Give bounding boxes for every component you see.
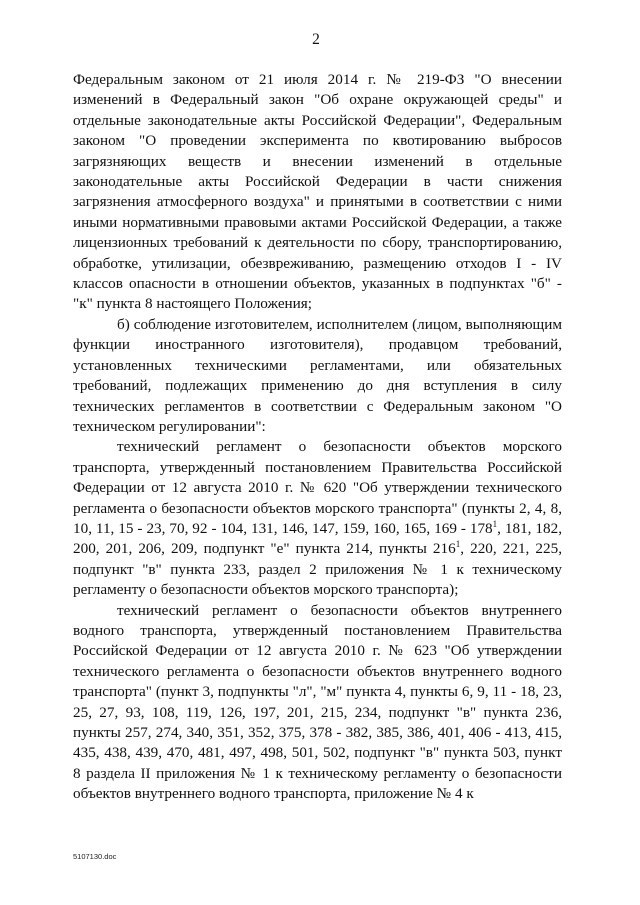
paragraph-item-b: б) соблюдение изготовителем, исполнителем (лицом, выполняющим функции иностранного изготовителя), продавцом требований, установленных техническими регламентами, или обязательных требований, подлежащих применению до дня вступления в силу технических регламентов в соответствии с Федеральным законом "О техническом регулировании":: [73, 315, 562, 435]
page-number: 2: [312, 31, 320, 48]
superscript-mark: 1: [455, 539, 461, 550]
paragraph-federal-laws: Федеральным законом от 21 июля 2014 г. № 219-ФЗ "О внесении изменений в Федеральный закон "Об охране окружающей среды" и отдельные законодательные акты Российской Федерации", Федеральным законом "О проведении эксперимента по квотированию выбросов загрязняющих веществ и внесении изменений в отдельные законодательные акты Российской Федерации в части снижения загрязнения атмосферного воздуха" и принятыми в соответствии с ними иными нормативными правовыми актами Российской Федерации, а также лицензионных требований к деятельности по сбору, транспортированию, обработке, утилизации, обезвреживанию, размещению отходов I - IV классов опасности в отношении объектов, указанных в подпунктах "б" - "к" пункта 8 настоящего Положения;: [73, 71, 562, 313]
paragraph-inland-water-regulation: технический регламент о безопасности объектов внутреннего водного транспорта, утвержденный постановлением Правительства Российской Федерации от 12 августа 2010 г. № 623 "Об утверждении технического регламента о безопасности объектов внутреннего водного транспорта" (пункт 3, подпункты "л", "м" пункта 4, пункты 6, 9, 11 - 18, 23, 25, 27, 93, 108, 119, 126, 197, 201, 215, 234, подпункт "в" пункта 236, пункты 257, 274, 340, 351, 352, 375, 378 - 382, 385, 386, 401, 406 - 413, 415, 435, 438, 439, 470, 481, 497, 498, 501, 502, подпункт "в" пункта 503, пункт 8 раздела II приложения № 1 к техническому регламенту о безопасности объектов внутреннего водного транспорта, приложение № 4 к: [73, 601, 562, 803]
document-body: [73, 70, 562, 805]
footer-filename: 5107130.doc: [73, 852, 117, 861]
superscript-mark: 1: [492, 518, 498, 529]
maritime-text-part-3: , 220, 221, 225, подпункт "в" пункта 233, раздел 2 приложения № 1 к техническому регламенту о безопасности объектов морского транспорта);: [73, 540, 563, 599]
maritime-text-part-1: технический регламент о безопасности объектов морского транспорта, утвержденный постановлением Правительства Российской Федерации от 12 августа 2010 г. № 620 "Об утверждении технического регламента о безопасности объектов морского транспорта" (пункты 2, 4, 8, 10, 11, 15 - 23, 70, 92 - 104, 131, 146, 147, 159, 160, 165, 169 - 178: [73, 438, 562, 537]
maritime-text-part-2: , 181, 182, 200, 201, 206, 209, подпункт "е" пункта 214, пункты 216: [73, 519, 563, 558]
paragraph-maritime-regulation: [73, 437, 562, 600]
